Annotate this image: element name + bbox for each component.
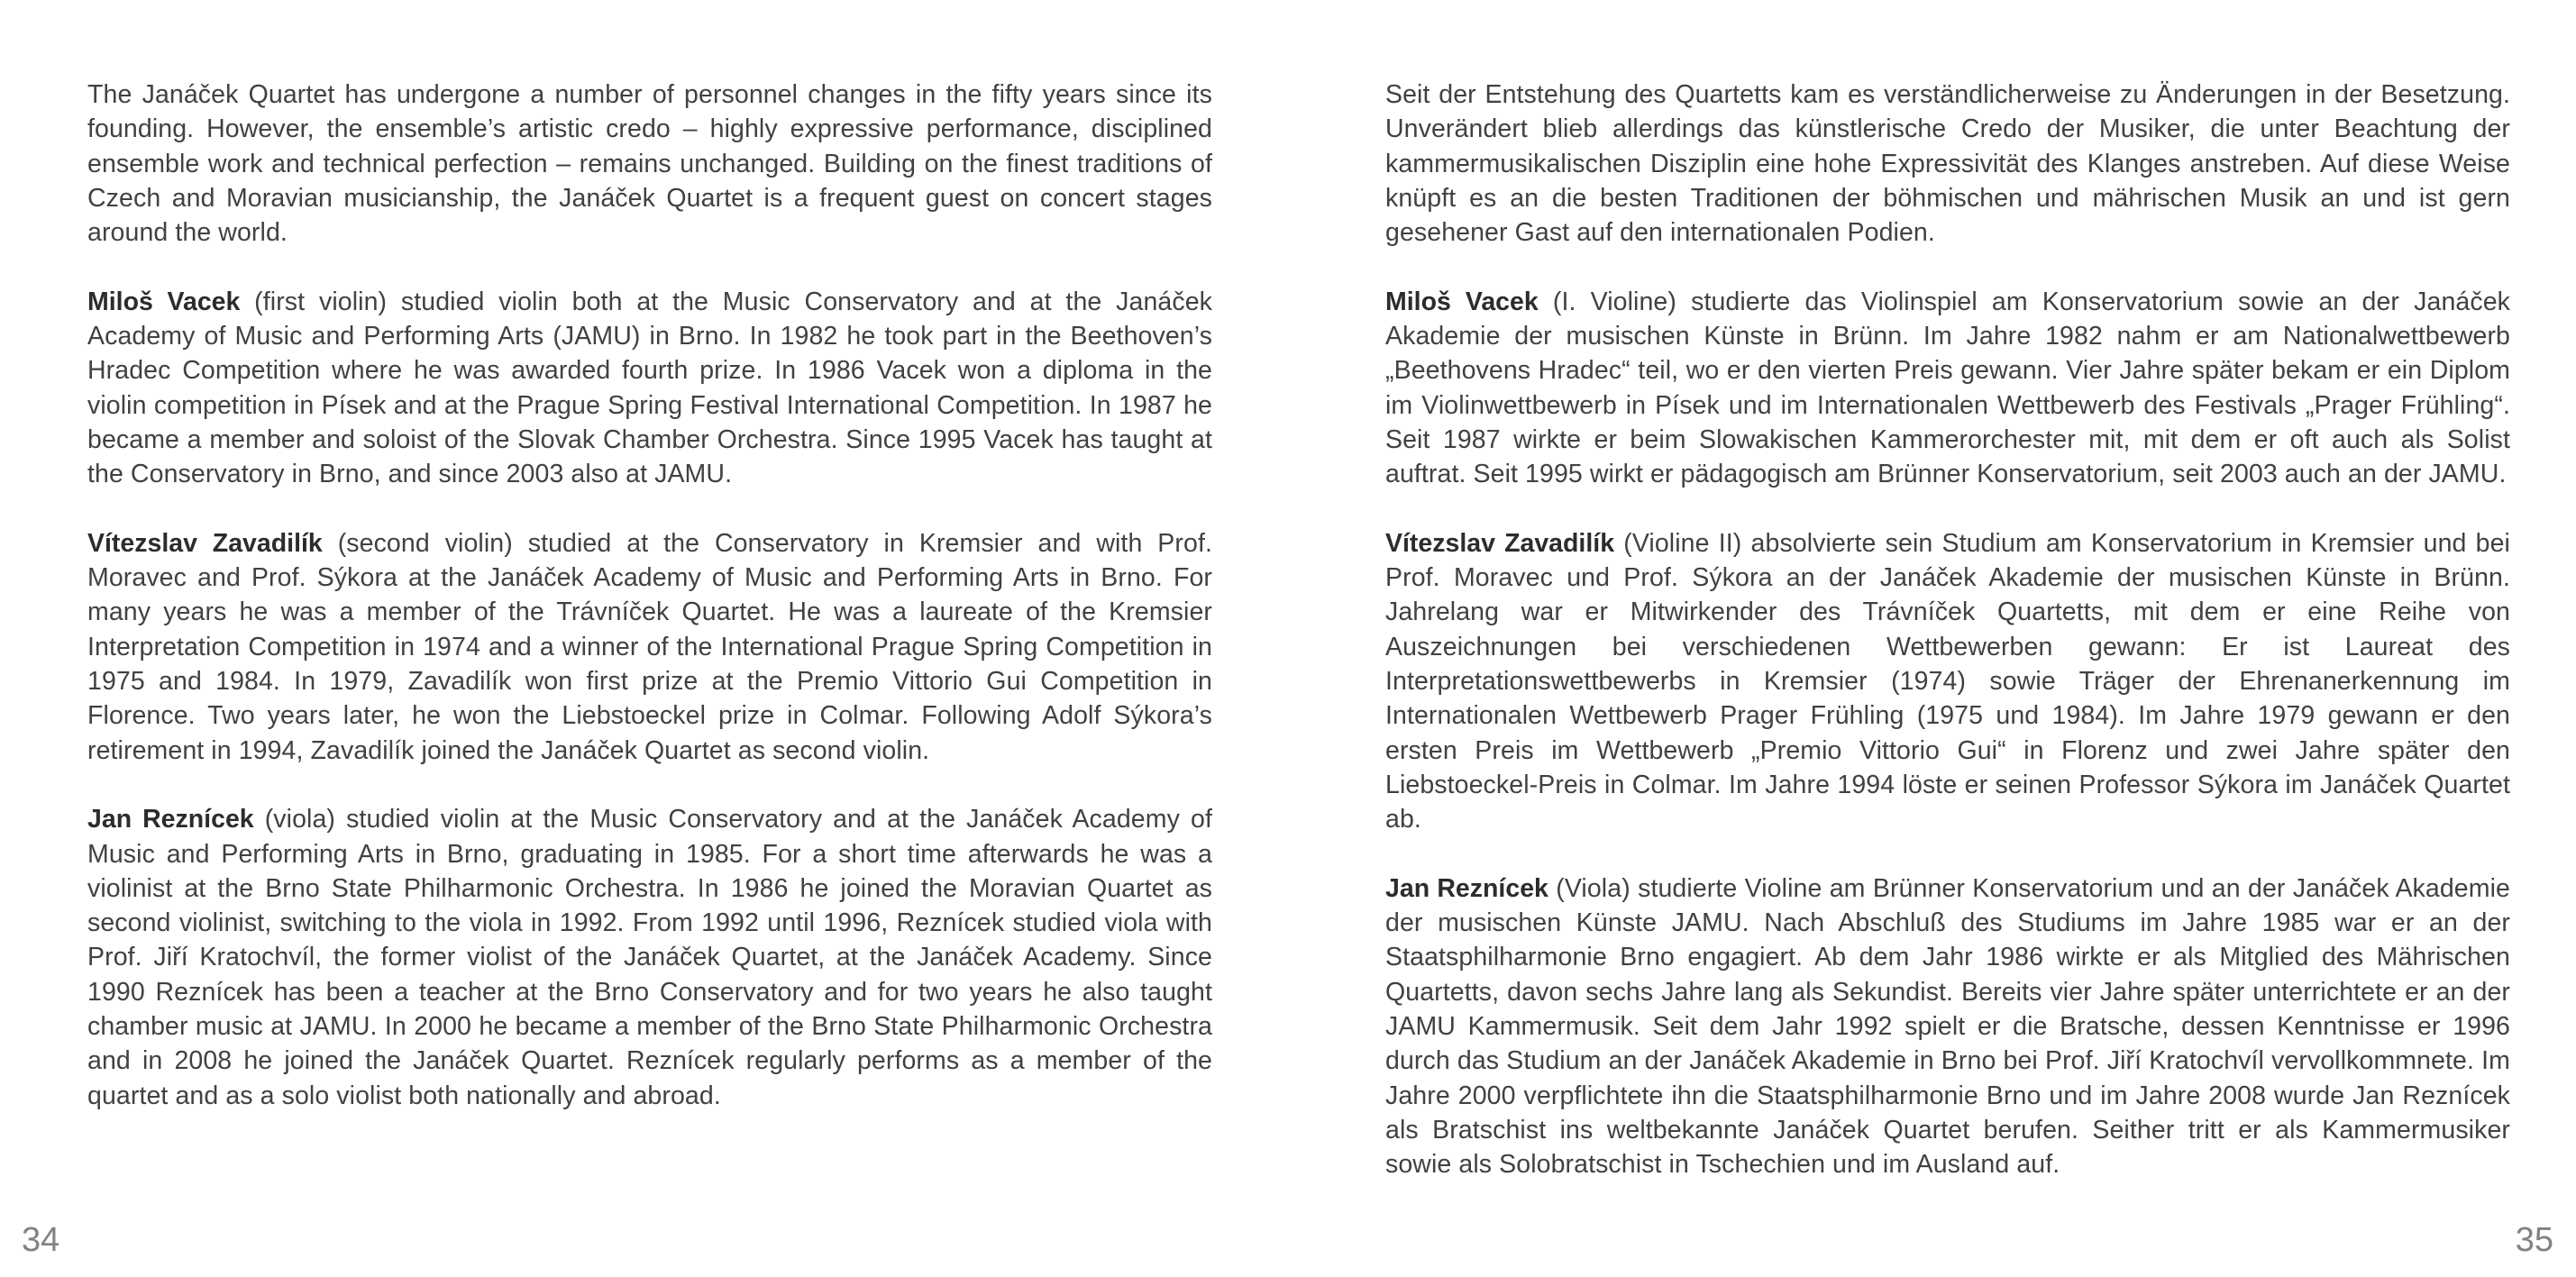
bio-paragraph: Seit der Entstehung des Quartetts kam es verständlicherweise zu Änderungen in der Besetzung. Unverändert blieb allerdings das künstlerische Credo der Musiker, die unter Beachtung der kammermusikalischen Disziplin eine hohe Expressivität des Klanges anstreben. Auf diese Weise knüpft es an die besten Traditionen der böhmischen und mährischen Musik an und ist gern gesehener Gast auf den internationalen Podien. (1385, 80, 2510, 248)
page-number-right: 35 (2515, 1221, 2553, 1259)
bio-paragraph: Jan Reznícek (viola) studied violin at the Music Conservatory and at the Janáček Academy of Music and Performing Arts in Brno, graduating in 1985. For a short time afterwards he was a violinist at the Brno State Philharmonic Orchestra. In 1986 he joined the Moravian Quartet as second violinist, switching to the viola in 1992. From 1992 until 1996, Reznícek studied viola with Prof. Jiří Kratochvíl, the former violist of the Janáček Quartet, at the Janáček Academy. Since 1990 Reznícek has been a teacher at the Brno Conservatory and for two years he also taught chamber music at JAMU. In 2000 he became a member of the Brno State Philharmonic Orchestra and in 2008 he joined the Janáček Quartet. Reznícek regularly performs as a member of the quartet and as a solo violist both nationally and abroad. (87, 805, 1212, 1110)
musician-name: Miloš Vacek (87, 287, 241, 316)
bio-paragraph: Miloš Vacek (I. Violine) studierte das Violinspiel am Konservatorium sowie an der Janáček Akademie der musischen Künste in Brünn. Im Jahre 1982 nahm er am Nationalwettbewerb „Beethovens Hradec“ teil, wo er den vierten Preis gewann. Vier Jahre später bekam er ein Diplom im Violinwettbewerb in Písek und im Internationalen Wettbewerb des Festivals „Prager Frühling“. Seit 1987 wirkte er beim Slowakischen Kammerorchester mit, mit dem er oft auch als Solist auftrat. Seit 1995 wirkt er pädagogisch am Brünner Konservatorium, seit 2003 auch an der JAMU. (1385, 287, 2510, 489)
bio-paragraph: Vítezslav Zavadilík (Violine II) absolvierte sein Studium am Konservatorium in Kremsier und bei Prof. Moravec und Prof. Sýkora an der Janáček Akademie der musischen Künste in Brünn. Jahrelang war er Mitwirkender des Trávníček Quartetts, mit dem er eine Reihe von Auszeichnungen bei verschiedenen Wettbewerben gewann: Er ist Laureat des Interpretationswettbewerbs in Kremsier (1974) sowie Träger der Ehrenanerkennung im Internationalen Wettbewerb Prager Frühling (1975 und 1984). Im Jahre 1979 gewann er den ersten Preis im Wettbewerb „Premio Vittorio Gui“ in Florenz und zwei Jahre später den Liebstoeckel-Preis in Colmar. Im Jahre 1994 löste er seinen Professor Sýkora im Janáček Quartet ab. (1385, 528, 2510, 835)
page-number-left: 34 (22, 1221, 60, 1259)
bio-paragraph: The Janáček Quartet has undergone a number of personnel changes in the fifty years since its founding. However, the ensemble’s artistic credo – highly expressive performance, disciplined ensemble work and technical perfection – remains unchanged. Building on the finest traditions of Czech and Moravian musicianship, the Janáček Quartet is a frequent guest on concert stages around the world. (87, 80, 1212, 248)
bio-paragraph: Vítezslav Zavadilík (second violin) studied at the Conservatory in Kremsier and with Prof. Moravec and Prof. Sýkora at the Janáček Academy of Music and Performing Arts in Brno. For many years he was a member of the Trávníček Quartet. He was a laureate of the Kremsier Interpretation Competition in 1974 and a winner of the International Prague Spring Competition in 1975 and 1984. In 1979, Zavadilík won first prize at the Premio Vittorio Gui Competition in Florence. Two years later, he won the Liebstoeckel prize in Colmar. Following Adolf Sýkora’s retirement in 1994, Zavadilík joined the Janáček Quartet as second violin. (87, 528, 1212, 765)
bio-text-german (1385, 78, 2510, 1182)
musician-name: Jan Reznícek (87, 805, 254, 835)
bio-text-english (87, 78, 1212, 1113)
page-german (1288, 0, 2576, 1277)
bio-paragraph: Miloš Vacek (first violin) studied violin both at the Music Conservatory and at the Janáček Academy of Music and Performing Arts (JAMU) in Brno. In 1982 he took part in the Beethoven’s Hradec Competition where he was awarded fourth prize. In 1986 Vacek won a diploma in the violin competition in Písek and at the Prague Spring Festival International Competition. In 1987 he became a member and soloist of the Slovak Chamber Orchestra. Since 1995 Vacek has taught at the Conservatory in Brno, and since 2003 also at JAMU. (87, 287, 1212, 489)
bio-paragraph: Jan Reznícek (Viola) studierte Violine am Brünner Konservatorium und an der Janáček Akademie der musischen Künste JAMU. Nach Abschluß des Studiums im Jahre 1985 war er an der Staatsphilharmonie Brno engagiert. Ab dem Jahr 1986 wirkte er als Mitglied des Mährischen Quartetts, davon sechs Jahre lang als Sekundist. Bereits vier Jahre später unterrichtete er an der JAMU Kammermusik. Seit dem Jahr 1992 spielt er die Bratsche, dessen Kenntnisse er 1996 durch das Studium an der Janáček Akademie in Brno bei Prof. Jiří Kratochvíl vervollkommnete. Im Jahre 2000 verpflichtete ihn die Staatsphilharmonie Brno und im Jahre 2008 wurde Jan Reznícek als Bratschist ins weltbekannte Janáček Quartet berufen. Seither tritt er als Kammermusiker sowie als Solobratschist in Tschechien und im Ausland auf. (1385, 873, 2510, 1180)
musician-name: Miloš Vacek (1385, 287, 1539, 316)
musician-name: Vítezslav Zavadilík (1385, 528, 1615, 558)
musician-name: Jan Reznícek (1385, 873, 1548, 903)
musician-name: Vítezslav Zavadilík (87, 528, 323, 558)
